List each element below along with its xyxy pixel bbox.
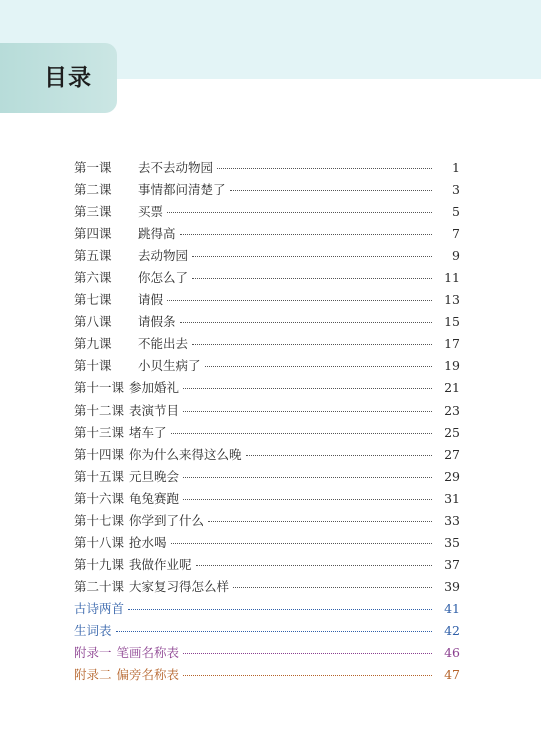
dot-leader xyxy=(171,433,432,434)
page-number: 27 xyxy=(444,446,460,462)
dot-leader xyxy=(167,212,432,213)
section-title: 古诗两首 xyxy=(74,600,125,616)
lesson-title: 请假条 xyxy=(138,314,176,330)
page-number: 47 xyxy=(444,667,460,683)
lesson-title: 请假 xyxy=(138,292,164,308)
lesson-title: 元旦晚会 xyxy=(129,468,180,484)
dot-leader xyxy=(180,322,432,323)
lesson-title: 抢水喝 xyxy=(129,534,167,550)
dot-leader xyxy=(183,388,432,389)
dot-leader xyxy=(192,256,432,257)
lesson-number: 第六课 xyxy=(74,270,112,286)
lesson-number: 第一课 xyxy=(74,160,112,175)
dot-leader xyxy=(217,168,432,169)
lesson-title: 你为什么来得这么晚 xyxy=(129,446,242,462)
toc-entry[interactable] xyxy=(74,201,460,223)
dot-leader xyxy=(116,631,432,632)
dot-leader xyxy=(183,411,432,412)
dot-leader xyxy=(183,499,432,500)
toc-entry[interactable] xyxy=(74,422,460,444)
toc-entry-appendix-1[interactable] xyxy=(74,642,460,664)
lesson-title: 买票 xyxy=(138,204,164,220)
lesson-number: 第九课 xyxy=(74,336,112,352)
lesson-title: 事情都问清楚了 xyxy=(138,182,226,198)
dot-leader xyxy=(208,521,432,522)
lesson-title: 你怎么了 xyxy=(138,270,189,286)
toc-entry[interactable] xyxy=(74,510,460,532)
toc-entry[interactable] xyxy=(74,576,460,598)
lesson-number: 第十二课 xyxy=(74,402,125,418)
page-number: 11 xyxy=(444,270,460,286)
toc-entry[interactable] xyxy=(74,289,460,311)
toc-entry[interactable] xyxy=(74,466,460,488)
dot-leader xyxy=(230,190,432,191)
dot-leader xyxy=(246,455,432,456)
dot-leader xyxy=(192,278,432,279)
toc-entry[interactable] xyxy=(74,311,460,333)
lesson-number: 第三课 xyxy=(74,204,112,220)
toc-entry[interactable] xyxy=(74,532,460,554)
lesson-title: 表演节目 xyxy=(129,402,180,418)
dot-leader xyxy=(233,587,432,588)
dot-leader xyxy=(128,609,432,610)
lesson-number: 第十三课 xyxy=(74,424,125,440)
page-number: 33 xyxy=(444,512,460,528)
dot-leader xyxy=(183,477,432,478)
page-number: 9 xyxy=(452,248,460,264)
lesson-number: 第十七课 xyxy=(74,512,125,528)
lesson-number: 第十课 xyxy=(74,358,112,374)
toc-entry-appendix-2[interactable] xyxy=(74,664,460,686)
page-number: 41 xyxy=(444,600,460,616)
dot-leader xyxy=(196,565,432,566)
page-number: 21 xyxy=(444,380,460,396)
toc-entry[interactable] xyxy=(74,400,460,422)
lesson-title: 跳得高 xyxy=(138,226,176,242)
page-number: 42 xyxy=(444,622,460,638)
dot-leader xyxy=(183,653,432,654)
appendix-number: 附录一 xyxy=(74,645,112,661)
page-number: 35 xyxy=(444,534,460,550)
lesson-title: 去动物园 xyxy=(138,248,189,264)
dot-leader xyxy=(171,543,432,544)
toc-entry-poems[interactable] xyxy=(74,598,460,620)
dot-leader xyxy=(180,234,432,235)
toc-entry[interactable] xyxy=(74,355,460,377)
page-number: 15 xyxy=(444,314,460,330)
page-number: 19 xyxy=(444,358,460,374)
toc-entry[interactable] xyxy=(74,333,460,355)
section-title: 偏旁名称表 xyxy=(116,667,180,683)
lesson-number: 第二课 xyxy=(74,182,112,198)
toc-entry[interactable] xyxy=(74,179,460,201)
toc-entry[interactable] xyxy=(74,267,460,289)
section-title: 生词表 xyxy=(74,622,112,638)
appendix-number: 附录二 xyxy=(74,667,112,683)
page-number: 7 xyxy=(452,226,460,242)
page-number: 3 xyxy=(452,182,460,198)
lesson-number: 第十四课 xyxy=(74,446,125,462)
page-number: 5 xyxy=(452,204,460,220)
lesson-number: 第二十课 xyxy=(74,578,125,594)
toc-entry[interactable] xyxy=(74,245,460,267)
lesson-number: 第五课 xyxy=(74,248,112,264)
lesson-number: 第十八课 xyxy=(74,534,125,550)
toc-entry[interactable] xyxy=(74,377,460,399)
toc-entry[interactable] xyxy=(74,157,460,179)
dot-leader xyxy=(192,344,432,345)
lesson-number: 第七课 xyxy=(74,292,112,308)
lesson-number: 第十一课 xyxy=(74,380,125,396)
lesson-title: 我做作业呢 xyxy=(129,556,192,572)
page-number: 23 xyxy=(444,402,460,418)
dot-leader xyxy=(183,675,432,676)
lesson-title: 参加婚礼 xyxy=(129,380,180,396)
lesson-title: 大家复习得怎么样 xyxy=(129,578,230,594)
page-number: 29 xyxy=(444,468,460,484)
page-number: 37 xyxy=(444,556,460,572)
lesson-title: 堵车了 xyxy=(129,424,167,440)
page-number: 1 xyxy=(452,160,460,175)
dot-leader xyxy=(167,300,432,301)
page-number: 13 xyxy=(444,292,460,308)
page-number: 31 xyxy=(444,490,460,506)
lesson-title: 龟兔赛跑 xyxy=(129,490,180,506)
lesson-title: 你学到了什么 xyxy=(129,512,205,528)
lesson-number: 第八课 xyxy=(74,314,112,330)
page-number: 46 xyxy=(444,645,460,661)
lesson-number: 第四课 xyxy=(74,226,112,242)
lesson-number: 第十六课 xyxy=(74,490,125,506)
lesson-title: 不能出去 xyxy=(138,336,189,352)
toc-entry[interactable] xyxy=(74,223,460,245)
toc-entry-vocabulary[interactable] xyxy=(74,620,460,642)
toc-entry[interactable] xyxy=(74,444,460,466)
page-number: 17 xyxy=(444,336,460,352)
page-number: 25 xyxy=(444,424,460,440)
page-number: 39 xyxy=(444,578,460,594)
section-title: 笔画名称表 xyxy=(116,645,180,661)
table-of-contents xyxy=(74,157,460,686)
lesson-number: 第十五课 xyxy=(74,468,125,484)
toc-entry[interactable] xyxy=(74,554,460,576)
lesson-title: 小贝生病了 xyxy=(138,358,201,374)
toc-entry[interactable] xyxy=(74,488,460,510)
page-title: 目录 xyxy=(44,65,92,91)
lesson-title: 去不去动物园 xyxy=(138,160,214,175)
lesson-number: 第十九课 xyxy=(74,556,125,572)
dot-leader xyxy=(205,366,432,367)
